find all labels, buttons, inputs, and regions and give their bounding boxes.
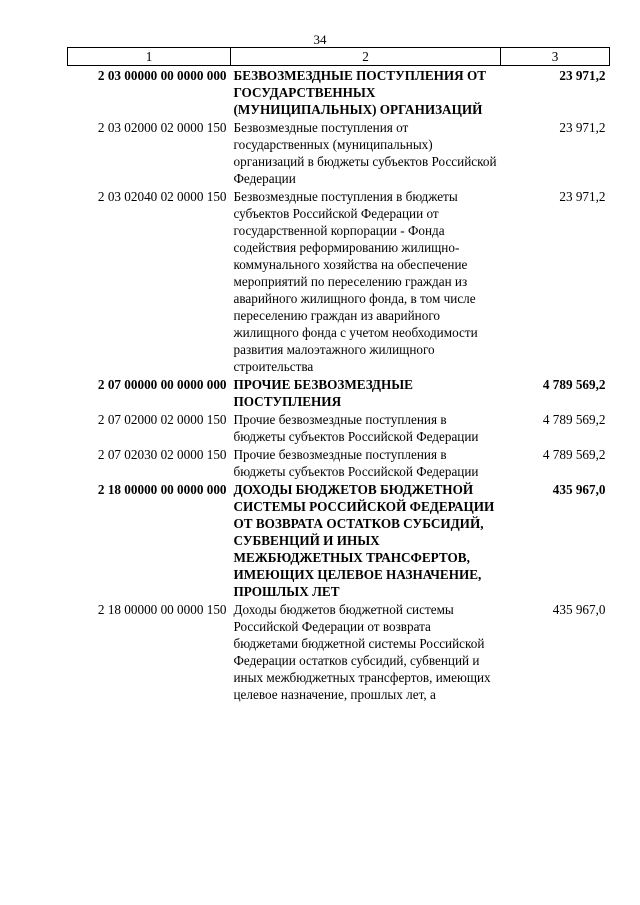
table-row	[68, 600, 610, 703]
amount-cell: 4 789 569,2	[542, 377, 606, 392]
budget-code-cell: 2 07 02030 02 0000 150	[97, 447, 227, 462]
revenue-name-cell: Безвозмездные поступления в бюджеты субъектов Российской Федерации от государственной корпорации - Фонда содействия реформированию жилищно-коммунального хозяйства на обеспечение мероприятий по переселению граждан из аварийного жилищного фонда, в том числе переселению граждан из аварийного жилищного фонда с учетом необходимости развития малоэтажного жилищного строительства	[233, 189, 478, 374]
table-row	[68, 410, 610, 445]
table-body	[68, 66, 610, 704]
table-row	[68, 375, 610, 410]
budget-revenue-table	[67, 47, 610, 703]
table-row	[68, 187, 610, 375]
page-number: 34	[313, 32, 327, 47]
amount-cell: 435 967,0	[552, 602, 606, 617]
amount-cell: 4 789 569,2	[542, 412, 606, 427]
amount-cell: 23 971,2	[559, 68, 606, 83]
table-row	[68, 118, 610, 187]
amount-cell: 435 967,0	[552, 482, 606, 497]
budget-code-cell: 2 03 00000 00 0000 000	[97, 68, 227, 83]
amount-cell: 23 971,2	[559, 189, 606, 204]
budget-code-cell: 2 07 00000 00 0000 000	[97, 377, 227, 392]
budget-code-cell: 2 03 02000 02 0000 150	[97, 120, 227, 135]
amount-cell: 4 789 569,2	[542, 447, 606, 462]
revenue-name-cell: Безвозмездные поступления от государственных (муниципальных) организаций в бюджеты субъектов Российской Федерации	[233, 120, 497, 186]
budget-code-cell: 2 18 00000 00 0000 000	[97, 482, 227, 497]
budget-code-cell: 2 18 00000 00 0000 150	[97, 602, 227, 617]
revenue-name-cell: Доходы бюджетов бюджетной системы Российской Федерации от возврата бюджетами бюджетной системы Российской Федерации остатков субсидий, субвенций и иных межбюджетных трансфертов, имеющих целевое назначение, прошлых лет, а	[233, 602, 491, 702]
revenue-name-cell: ПРОЧИЕ БЕЗВОЗМЕЗДНЫЕ ПОСТУПЛЕНИЯ	[233, 377, 413, 409]
column-header-name: 2	[231, 48, 501, 66]
revenue-name-cell: БЕЗВОЗМЕЗДНЫЕ ПОСТУПЛЕНИЯ ОТ ГОСУДАРСТВЕННЫХ (МУНИЦИПАЛЬНЫХ) ОРГАНИЗАЦИЙ	[233, 68, 487, 117]
amount-cell: 23 971,2	[559, 120, 606, 135]
table-row	[68, 480, 610, 600]
revenue-name-cell: Прочие безвозмездные поступления в бюджеты субъектов Российской Федерации	[233, 447, 479, 479]
column-header-amount: 3	[501, 48, 610, 66]
revenue-name-cell: ДОХОДЫ БЮДЖЕТОВ БЮДЖЕТНОЙ СИСТЕМЫ РОССИЙСКОЙ ФЕДЕРАЦИИ ОТ ВОЗВРАТА ОСТАТКОВ СУБСИДИЙ, СУБВЕНЦИЙ И ИНЫХ МЕЖБЮДЖЕТНЫХ ТРАНСФЕРТОВ, ИМЕЮЩИХ ЦЕЛЕВОЕ НАЗНАЧЕНИЕ, ПРОШЛЫХ ЛЕТ	[233, 482, 495, 599]
budget-code-cell: 2 07 02000 02 0000 150	[97, 412, 227, 427]
table-header-row	[68, 48, 610, 66]
budget-code-cell: 2 03 02040 02 0000 150	[97, 189, 227, 204]
column-header-code: 1	[68, 48, 231, 66]
table-row	[68, 66, 610, 119]
revenue-name-cell: Прочие безвозмездные поступления в бюджеты субъектов Российской Федерации	[233, 412, 479, 444]
table-row	[68, 445, 610, 480]
